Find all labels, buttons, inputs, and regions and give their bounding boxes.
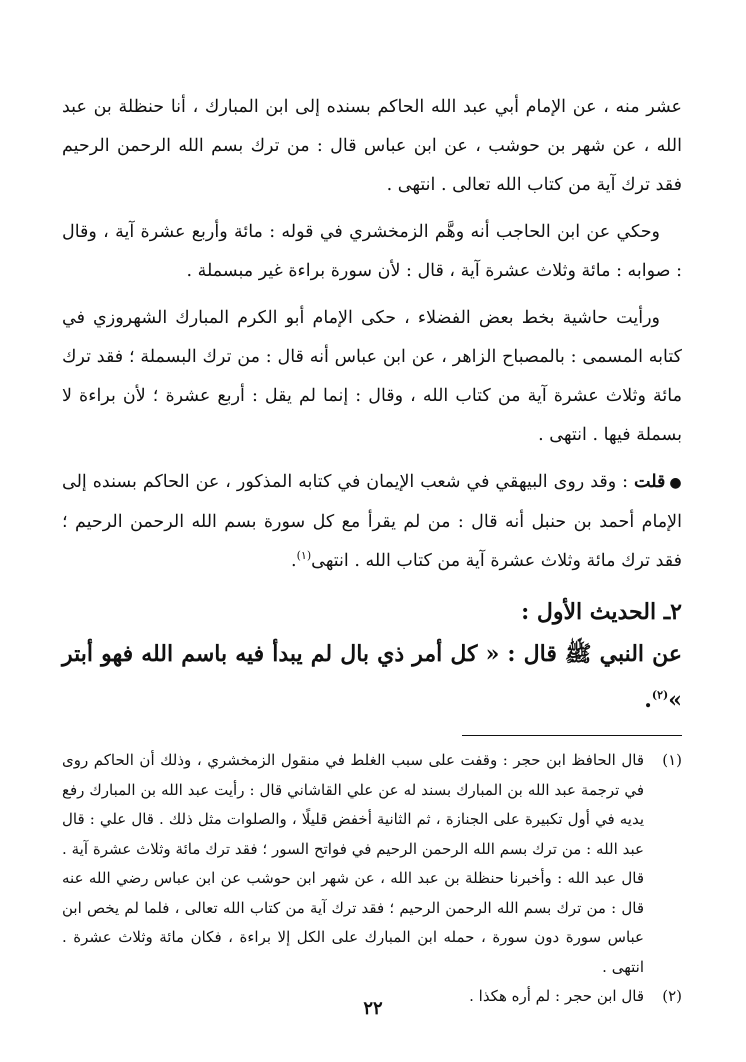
footnote-1	[62, 746, 682, 982]
footnote-1-number: (١)	[662, 751, 682, 769]
paragraph-4	[62, 463, 682, 581]
bullet-icon: ●	[669, 475, 682, 491]
footnote-ref-2: (٢)	[651, 688, 669, 702]
page-content	[62, 88, 682, 1012]
footnote-divider	[462, 735, 682, 736]
paragraph-4-end: .	[291, 551, 297, 571]
hadith-text: عن النبي ﷺ قال : « كل أمر ذي بال لم يبدأ فيه باسم الله فهو أبتر »	[62, 641, 682, 713]
paragraph-4-lead: قلت	[634, 472, 666, 492]
paragraph-1: عشر منه ، عن الإمام أبي عبد الله الحاكم بسنده إلى ابن المبارك ، أنا حنظلة بن عبد الله ، عن شهر بن حوشب ، عن ابن عباس قال : من ترك بسم الله الرحمن الرحيم فقد ترك آية من كتاب الله تعالى . انتهى .	[62, 97, 682, 195]
paragraph-4-text: : وقد روى البيهقي في شعب الإيمان في كتابه المذكور ، عن الحاكم بسنده إلى الإمام أحمد بن حنبل أنه قال : من لم يقرأ مع كل سورة بسم الله الرحمن الرحيم ؛ فقد ترك مائة وثلاث عشرة آية من كتاب الله . انتهى	[62, 472, 682, 571]
footnote-1-text: قال الحافظ ابن حجر : وقفت على سبب الغلط في منقول الزمخشري ، وذلك أن الحاكم روى في ترجمة عبد الله بن المبارك بسند له عن علي القاشاني قال : رأيت عبد الله بن المبارك رفع يديه في أول تكبيرة على الجنازة ، ثم الثانية أخفض قليلًا ، والصلوات مثل ذلك . قال علي : قال عبد الله : من ترك بسم الله الرحمن الرحيم في فواتح السور ؛ فقد ترك مائة وثلاث عشرة آية . قال عبد الله : وأخبرنا حنظلة بن عبد الله ، عن شهر ابن حوشب عن ابن عباس رضي الله عنه قال : من ترك بسم الله الرحمن الرحيم ؛ فقد ترك آية من كتاب الله تعالى ، فلما لم يخص ابن عباس سورة دون سورة ، حمله ابن المبارك على الكل إلا براءة ، فكان مائة وثلاث عشرة . انتهى .	[62, 751, 644, 976]
hadith-title: ٢ـ الحديث الأول :	[521, 599, 682, 625]
footnote-2-text: قال ابن حجر : لم أره هكذا .	[469, 987, 644, 1005]
paragraph-2: وحكي عن ابن الحاجب أنه وهَّم الزمخشري في قوله : مائة وأربع عشرة آية ، وقال : صوابه : مائة وثلاث عشرة آية ، قال : لأن سورة براءة غير مبسملة .	[62, 222, 682, 281]
footnote-2-number: (٢)	[662, 987, 682, 1005]
footnote-ref-1: (١)	[296, 549, 312, 563]
page-number: ٢٢	[363, 998, 383, 1019]
hadith-text-block	[62, 631, 682, 723]
hadith-end: .	[644, 687, 652, 713]
paragraph-3: ورأيت حاشية بخط بعض الفضلاء ، حكى الإمام أبو الكرم المبارك الشهروزي في كتابه المسمى : بالمصباح الزاهر ، عن ابن عباس أنه قال : من ترك البسملة ؛ فقد ترك مائة وثلاث عشرة آية من كتاب الله ، وقال : إنما لم يقل : أربع عشرة ؛ لأن براءة لا بسملة فيها . انتهى .	[62, 308, 682, 445]
